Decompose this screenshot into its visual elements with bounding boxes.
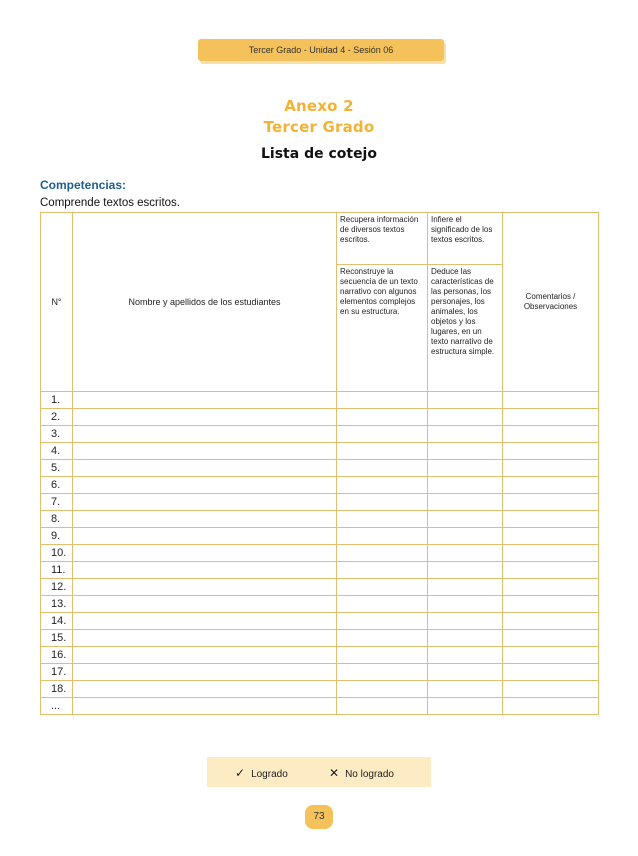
row-number: 1. — [41, 392, 73, 409]
infiere-cell[interactable] — [428, 681, 503, 698]
criterion-recupera: Recupera información de diversos textos escritos. — [337, 213, 428, 265]
student-name-cell[interactable] — [73, 613, 337, 630]
table-row — [41, 477, 599, 494]
page-number: 73 — [305, 805, 333, 829]
comments-cell[interactable] — [503, 460, 599, 477]
infiere-cell[interactable] — [428, 562, 503, 579]
infiere-cell[interactable] — [428, 494, 503, 511]
comments-cell[interactable] — [503, 698, 599, 715]
header-student-name: Nombre y apellidos de los estudiantes — [73, 213, 337, 392]
infiere-cell[interactable] — [428, 664, 503, 681]
recupera-cell[interactable] — [337, 426, 428, 443]
legend-achieved — [235, 766, 288, 780]
list-title: Lista de cotejo — [261, 146, 377, 162]
row-number: 15. — [41, 630, 73, 647]
student-name-cell[interactable] — [73, 392, 337, 409]
infiere-cell[interactable] — [428, 511, 503, 528]
infiere-cell[interactable] — [428, 443, 503, 460]
row-number: 18. — [41, 681, 73, 698]
infiere-cell[interactable] — [428, 477, 503, 494]
criterion-reconstruye: Reconstruye la secuencia de un texto narrativo con algunos elementos complejos en su estructura. — [337, 265, 428, 392]
recupera-cell[interactable] — [337, 392, 428, 409]
table-row — [41, 392, 599, 409]
student-name-cell[interactable] — [73, 647, 337, 664]
recupera-cell[interactable] — [337, 596, 428, 613]
comments-cell[interactable] — [503, 494, 599, 511]
recupera-cell[interactable] — [337, 528, 428, 545]
competencies-text: Comprende textos escritos. — [40, 197, 180, 209]
legend-not-achieved — [329, 766, 394, 780]
grade-title: Tercer Grado — [263, 118, 375, 136]
table-row — [41, 613, 599, 630]
comments-cell[interactable] — [503, 647, 599, 664]
annex-title: Anexo 2 — [284, 97, 354, 115]
row-number: ... — [41, 698, 73, 715]
student-name-cell[interactable] — [73, 443, 337, 460]
row-number: 3. — [41, 426, 73, 443]
table-row — [41, 409, 599, 426]
row-number: 9. — [41, 528, 73, 545]
infiere-cell[interactable] — [428, 392, 503, 409]
student-name-cell[interactable] — [73, 596, 337, 613]
header-banner: Tercer Grado - Unidad 4 - Sesión 06 — [198, 39, 444, 61]
recupera-cell[interactable] — [337, 443, 428, 460]
table-row — [41, 494, 599, 511]
row-number: 5. — [41, 460, 73, 477]
student-name-cell[interactable] — [73, 664, 337, 681]
row-number: 16. — [41, 647, 73, 664]
table-row — [41, 460, 599, 477]
student-name-cell[interactable] — [73, 698, 337, 715]
recupera-cell[interactable] — [337, 511, 428, 528]
row-number: 2. — [41, 409, 73, 426]
recupera-cell[interactable] — [337, 460, 428, 477]
legend-not-achieved-label: No logrado — [345, 769, 394, 780]
legend — [207, 757, 431, 787]
comments-cell[interactable] — [503, 630, 599, 647]
comments-cell[interactable] — [503, 664, 599, 681]
recupera-cell[interactable] — [337, 647, 428, 664]
table-row — [41, 443, 599, 460]
student-name-cell[interactable] — [73, 579, 337, 596]
infiere-cell[interactable] — [428, 596, 503, 613]
comments-cell[interactable] — [503, 443, 599, 460]
table-row — [41, 681, 599, 698]
student-name-cell[interactable] — [73, 630, 337, 647]
recupera-cell[interactable] — [337, 613, 428, 630]
row-number: 12. — [41, 579, 73, 596]
student-name-cell[interactable] — [73, 528, 337, 545]
row-number: 11. — [41, 562, 73, 579]
table-row — [41, 545, 599, 562]
infiere-cell[interactable] — [428, 698, 503, 715]
student-name-cell[interactable] — [73, 409, 337, 426]
row-number: 8. — [41, 511, 73, 528]
table-row — [41, 664, 599, 681]
recupera-cell[interactable] — [337, 664, 428, 681]
infiere-cell[interactable] — [428, 545, 503, 562]
row-number: 17. — [41, 664, 73, 681]
infiere-cell[interactable] — [428, 630, 503, 647]
comments-cell[interactable] — [503, 579, 599, 596]
table-row — [41, 596, 599, 613]
table-row — [41, 579, 599, 596]
student-name-cell[interactable] — [73, 426, 337, 443]
recupera-cell[interactable] — [337, 698, 428, 715]
row-number: 13. — [41, 596, 73, 613]
comments-cell[interactable] — [503, 409, 599, 426]
infiere-cell[interactable] — [428, 409, 503, 426]
competencies-label: Competencias: — [40, 178, 127, 192]
comments-cell[interactable] — [503, 392, 599, 409]
recupera-cell[interactable] — [337, 494, 428, 511]
recupera-cell[interactable] — [337, 477, 428, 494]
check-icon: ✓ — [235, 766, 246, 780]
table-row — [41, 511, 599, 528]
table-row — [41, 562, 599, 579]
student-name-cell[interactable] — [73, 511, 337, 528]
row-number: 4. — [41, 443, 73, 460]
student-name-cell[interactable] — [73, 681, 337, 698]
table-row — [41, 647, 599, 664]
student-name-cell[interactable] — [73, 477, 337, 494]
infiere-cell[interactable] — [428, 426, 503, 443]
table-row — [41, 630, 599, 647]
comments-cell[interactable] — [503, 477, 599, 494]
recupera-cell[interactable] — [337, 579, 428, 596]
comments-cell[interactable] — [503, 511, 599, 528]
recupera-cell[interactable] — [337, 630, 428, 647]
student-name-cell[interactable] — [73, 460, 337, 477]
comments-cell[interactable] — [503, 562, 599, 579]
student-name-cell[interactable] — [73, 545, 337, 562]
row-number: 10. — [41, 545, 73, 562]
infiere-cell[interactable] — [428, 528, 503, 545]
infiere-cell[interactable] — [428, 460, 503, 477]
row-number: 6. — [41, 477, 73, 494]
recupera-cell[interactable] — [337, 562, 428, 579]
infiere-cell[interactable] — [428, 647, 503, 664]
header-number: N° — [41, 213, 73, 392]
student-name-cell[interactable] — [73, 562, 337, 579]
comments-cell[interactable] — [503, 613, 599, 630]
recupera-cell[interactable] — [337, 409, 428, 426]
header-comments: Comentarios / Observaciones — [503, 213, 599, 392]
legend-achieved-label: Logrado — [251, 769, 288, 780]
comments-cell[interactable] — [503, 596, 599, 613]
table-row — [41, 426, 599, 443]
row-number: 14. — [41, 613, 73, 630]
criterion-infiere: Infiere el significado de los textos escritos. — [428, 213, 503, 265]
comments-cell[interactable] — [503, 528, 599, 545]
row-number: 7. — [41, 494, 73, 511]
table-row — [41, 528, 599, 545]
infiere-cell[interactable] — [428, 613, 503, 630]
cross-icon: ✕ — [329, 766, 340, 780]
infiere-cell[interactable] — [428, 579, 503, 596]
recupera-cell[interactable] — [337, 545, 428, 562]
table-row — [41, 698, 599, 715]
checklist-table — [40, 212, 599, 715]
comments-cell[interactable] — [503, 681, 599, 698]
comments-cell[interactable] — [503, 426, 599, 443]
student-name-cell[interactable] — [73, 494, 337, 511]
comments-cell[interactable] — [503, 545, 599, 562]
criterion-deduce: Deduce las características de las personas, los personajes, los animales, los objetos y los lugares, en un texto narrativo de estructura simple. — [428, 265, 503, 392]
recupera-cell[interactable] — [337, 681, 428, 698]
